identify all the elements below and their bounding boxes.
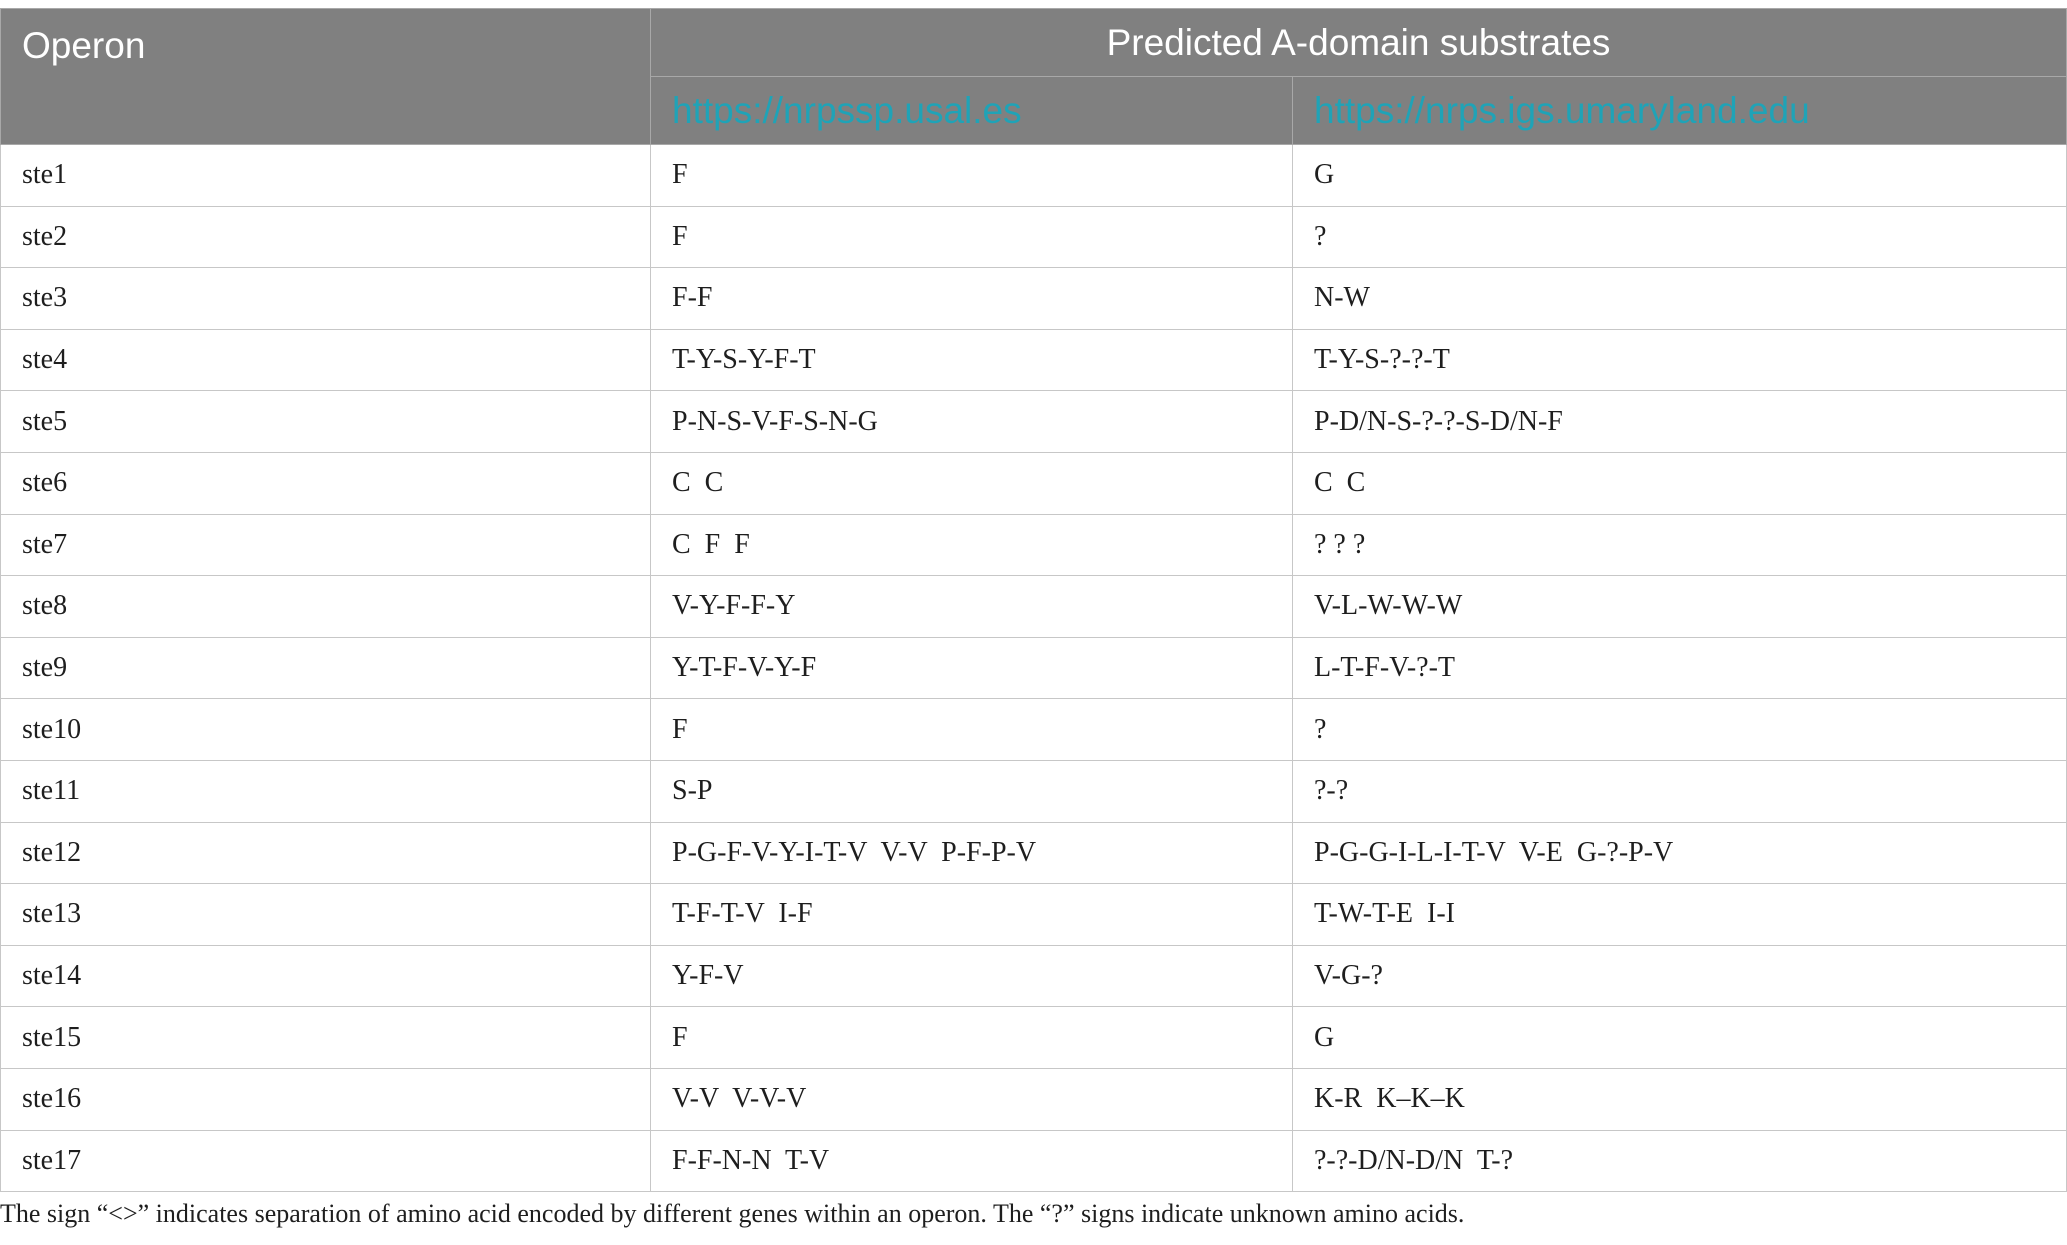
header-row-top bbox=[1, 9, 2067, 77]
umaryland-substrate-cell: T-W-T-E I-I bbox=[1293, 884, 2067, 946]
nrpssp-substrate-cell: F bbox=[651, 145, 1293, 207]
umaryland-substrate-cell: V-G-? bbox=[1293, 945, 2067, 1007]
umaryland-substrate-cell: ? bbox=[1293, 699, 2067, 761]
umaryland-substrate-cell: ? bbox=[1293, 206, 2067, 268]
nrpssp-substrate-cell: F-F-N-N T-V bbox=[651, 1130, 1293, 1192]
nrps-umaryland-link[interactable]: https://nrps.igs.umaryland.edu bbox=[1293, 77, 2067, 145]
table-row bbox=[1, 391, 2067, 453]
nrpssp-substrate-cell: P-G-F-V-Y-I-T-V V-V P-F-P-V bbox=[651, 822, 1293, 884]
table-row bbox=[1, 206, 2067, 268]
table-row bbox=[1, 268, 2067, 330]
nrpssp-substrate-cell: F bbox=[651, 1007, 1293, 1069]
table-footnote: The sign “<>” indicates separation of amino acid encoded by different genes within an operon. The “?” signs indicate unknown amino acids. bbox=[0, 1199, 1465, 1228]
table-row bbox=[1, 576, 2067, 638]
operon-cell: ste13 bbox=[1, 884, 651, 946]
nrpssp-substrate-cell: F bbox=[651, 206, 1293, 268]
nrpssp-substrate-cell: V-Y-F-F-Y bbox=[651, 576, 1293, 638]
table-body bbox=[1, 145, 2067, 1192]
substrate-table-container bbox=[0, 8, 2066, 1192]
table-row bbox=[1, 1007, 2067, 1069]
nrpssp-substrate-cell: F bbox=[651, 699, 1293, 761]
umaryland-substrate-cell: N-W bbox=[1293, 268, 2067, 330]
operon-cell: ste15 bbox=[1, 1007, 651, 1069]
table-row bbox=[1, 699, 2067, 761]
umaryland-substrate-cell: K-R K–K–K bbox=[1293, 1068, 2067, 1130]
nrpssp-substrate-cell: F-F bbox=[651, 268, 1293, 330]
umaryland-substrate-cell: T-Y-S-?-?-T bbox=[1293, 329, 2067, 391]
nrpssp-substrate-cell: P-N-S-V-F-S-N-G bbox=[651, 391, 1293, 453]
operon-cell: ste17 bbox=[1, 1130, 651, 1192]
table-row bbox=[1, 329, 2067, 391]
nrpssp-substrate-cell: C F F bbox=[651, 514, 1293, 576]
operon-cell: ste14 bbox=[1, 945, 651, 1007]
nrpssp-substrate-cell: Y-T-F-V-Y-F bbox=[651, 637, 1293, 699]
operon-cell: ste11 bbox=[1, 760, 651, 822]
operon-cell: ste3 bbox=[1, 268, 651, 330]
operon-cell: ste6 bbox=[1, 452, 651, 514]
nrpssp-substrate-cell: T-F-T-V I-F bbox=[651, 884, 1293, 946]
operon-cell: ste1 bbox=[1, 145, 651, 207]
table-row bbox=[1, 145, 2067, 207]
nrpssp-link[interactable]: https://nrpssp.usal.es bbox=[651, 77, 1293, 145]
umaryland-substrate-cell: G bbox=[1293, 1007, 2067, 1069]
table-row bbox=[1, 514, 2067, 576]
operon-cell: ste9 bbox=[1, 637, 651, 699]
umaryland-substrate-cell: G bbox=[1293, 145, 2067, 207]
operon-cell: ste2 bbox=[1, 206, 651, 268]
table-row bbox=[1, 637, 2067, 699]
umaryland-substrate-cell: L-T-F-V-?-T bbox=[1293, 637, 2067, 699]
operon-cell: ste4 bbox=[1, 329, 651, 391]
umaryland-substrate-cell: ?-?-D/N-D/N T-? bbox=[1293, 1130, 2067, 1192]
nrpssp-substrate-cell: T-Y-S-Y-F-T bbox=[651, 329, 1293, 391]
table-row bbox=[1, 884, 2067, 946]
operon-cell: ste8 bbox=[1, 576, 651, 638]
table-row bbox=[1, 1068, 2067, 1130]
nrpssp-substrate-cell: C C bbox=[651, 452, 1293, 514]
table-row bbox=[1, 760, 2067, 822]
table-header bbox=[1, 9, 2067, 145]
umaryland-substrate-cell: P-G-G-I-L-I-T-V V-E G-?-P-V bbox=[1293, 822, 2067, 884]
nrpssp-substrate-cell: Y-F-V bbox=[651, 945, 1293, 1007]
umaryland-substrate-cell: V-L-W-W-W bbox=[1293, 576, 2067, 638]
operon-cell: ste10 bbox=[1, 699, 651, 761]
predicted-substrates-header: Predicted A-domain substrates bbox=[651, 9, 2067, 77]
operon-cell: ste7 bbox=[1, 514, 651, 576]
umaryland-substrate-cell: ?-? bbox=[1293, 760, 2067, 822]
umaryland-substrate-cell: ? ? ? bbox=[1293, 514, 2067, 576]
substrate-table bbox=[0, 8, 2067, 1192]
nrpssp-substrate-cell: S-P bbox=[651, 760, 1293, 822]
table-row bbox=[1, 452, 2067, 514]
operon-cell: ste16 bbox=[1, 1068, 651, 1130]
table-row bbox=[1, 945, 2067, 1007]
operon-cell: ste5 bbox=[1, 391, 651, 453]
operon-cell: ste12 bbox=[1, 822, 651, 884]
operon-column-header: Operon bbox=[1, 9, 651, 145]
nrpssp-substrate-cell: V-V V-V-V bbox=[651, 1068, 1293, 1130]
umaryland-substrate-cell: C C bbox=[1293, 452, 2067, 514]
umaryland-substrate-cell: P-D/N-S-?-?-S-D/N-F bbox=[1293, 391, 2067, 453]
table-row bbox=[1, 1130, 2067, 1192]
table-row bbox=[1, 822, 2067, 884]
